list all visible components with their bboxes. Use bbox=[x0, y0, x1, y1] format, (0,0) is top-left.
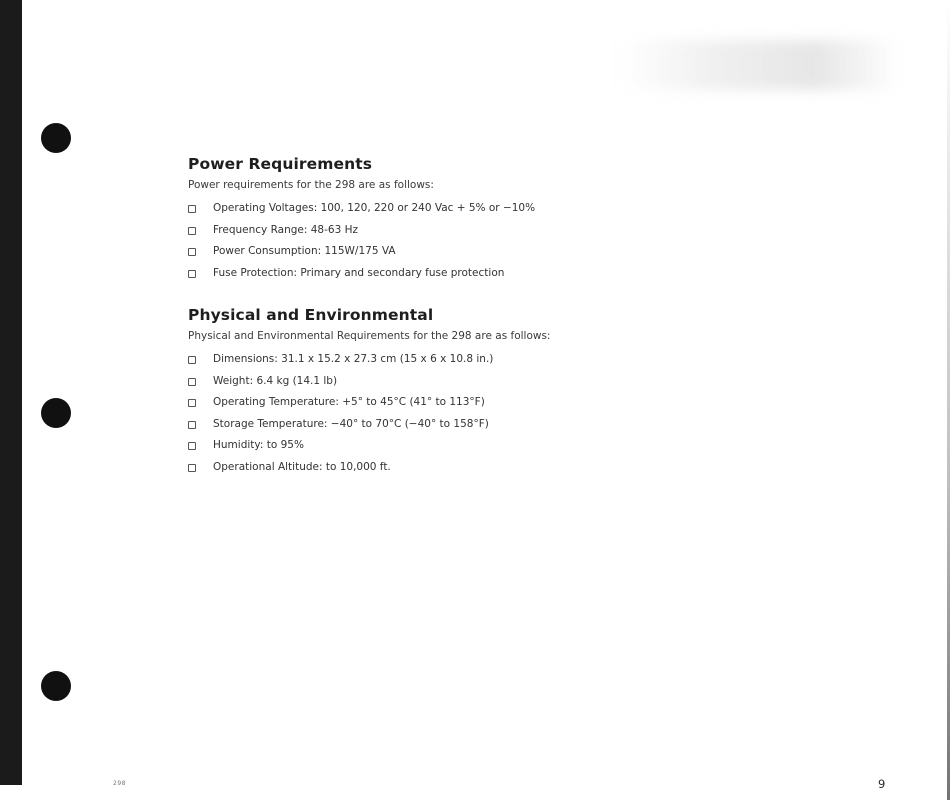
physical-environmental-section bbox=[188, 306, 888, 478]
binding-edge bbox=[0, 0, 22, 785]
list-item-text: Power Consumption: 115W/175 VA bbox=[213, 245, 396, 257]
list-item-text: Storage Temperature: −40° to 70°C (−40° to 158°F) bbox=[213, 417, 489, 430]
punch-hole bbox=[41, 398, 71, 428]
list-item bbox=[188, 241, 888, 263]
section-intro-power: Power requirements for the 298 are as follows: bbox=[188, 179, 434, 191]
list-item bbox=[188, 371, 888, 393]
list-item-text: Frequency Range: 48-63 Hz bbox=[213, 223, 358, 236]
power-requirements-section bbox=[188, 155, 888, 284]
list-item-text: Operational Altitude: to 10,000 ft. bbox=[213, 460, 391, 473]
list-item-text: Fuse Protection: Primary and secondary fuse protection bbox=[213, 266, 505, 279]
checkbox-icon bbox=[188, 248, 196, 256]
list-item bbox=[188, 435, 888, 457]
list-item-text: Operating Voltages: 100, 120, 220 or 240 Vac + 5% or −10% bbox=[213, 202, 536, 214]
list-item bbox=[188, 457, 888, 479]
power-spec-list bbox=[188, 198, 888, 284]
list-item-text: Dimensions: 31.1 x 15.2 x 27.3 cm (15 x 6 x 10.8 in.) bbox=[213, 353, 494, 365]
list-item-text: Humidity: to 95% bbox=[213, 439, 304, 451]
list-item bbox=[188, 220, 888, 242]
physical-spec-list bbox=[188, 349, 888, 478]
list-item bbox=[188, 263, 888, 285]
section-intro-physical: Physical and Environmental Requirements for the 298 are as follows: bbox=[188, 330, 551, 342]
list-item bbox=[188, 349, 888, 371]
punch-hole bbox=[41, 671, 71, 701]
checkbox-icon bbox=[188, 356, 196, 364]
checkbox-icon bbox=[188, 399, 196, 407]
checkbox-icon bbox=[188, 442, 196, 450]
document-body bbox=[188, 155, 888, 478]
list-item-text: Operating Temperature: +5° to 45°C (41° to 113°F) bbox=[213, 396, 485, 408]
bleed-through-artifact bbox=[620, 40, 900, 90]
page-number: 9 bbox=[878, 777, 886, 791]
section-heading-power: Power Requirements bbox=[188, 155, 373, 173]
checkbox-icon bbox=[188, 421, 196, 429]
checkbox-icon bbox=[188, 464, 196, 472]
punch-hole bbox=[41, 123, 71, 153]
checkbox-icon bbox=[188, 227, 196, 235]
list-item bbox=[188, 392, 888, 414]
list-item-text: Weight: 6.4 kg (14.1 lb) bbox=[213, 374, 338, 387]
list-item bbox=[188, 414, 888, 436]
footer-model-mark: 298 bbox=[113, 780, 126, 787]
section-heading-physical: Physical and Environmental bbox=[188, 306, 434, 324]
checkbox-icon bbox=[188, 270, 196, 278]
checkbox-icon bbox=[188, 378, 196, 386]
list-item bbox=[188, 198, 888, 220]
checkbox-icon bbox=[188, 205, 196, 213]
